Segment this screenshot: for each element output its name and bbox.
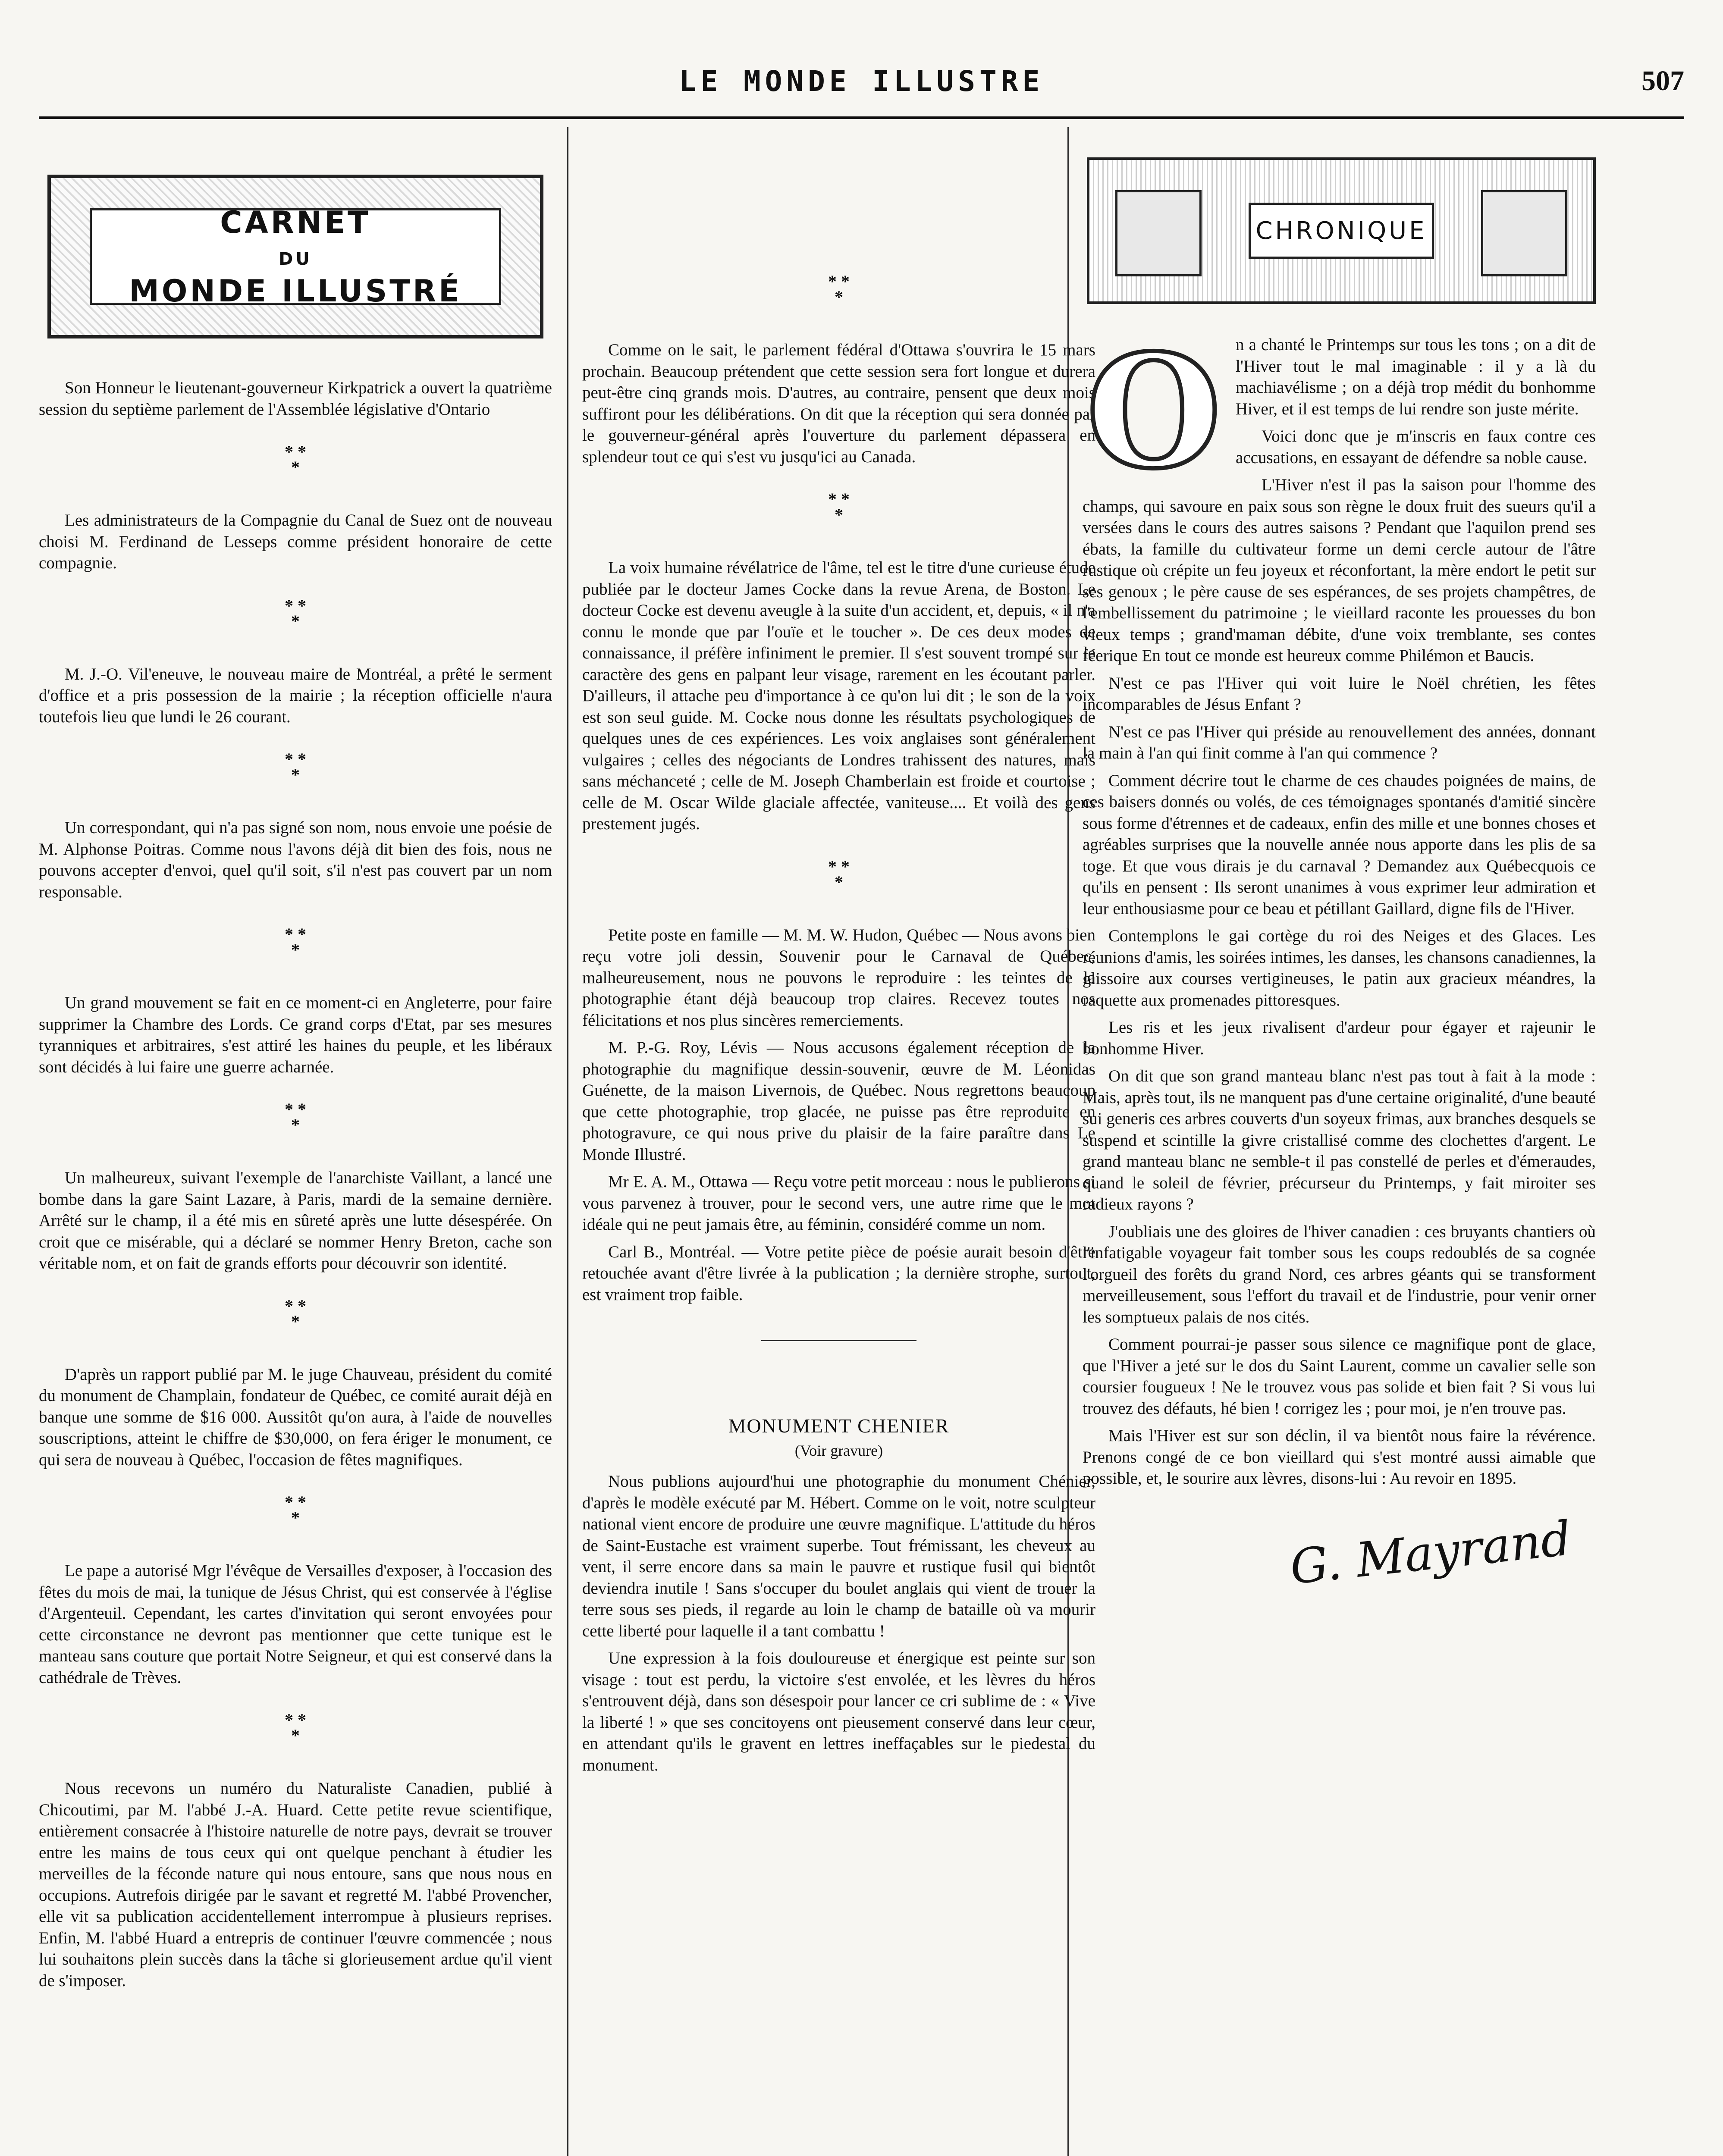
carnet-item: La voix humaine révélatrice de l'âme, tel est le titre d'une curieuse étude publiée par le docteur James Cocke dans la revue Arena, de Boston. Le docteur Cocke est devenu aveugle à la suite d'un accident, et, depuis, « il n'a connu le monde que par l'ouïe et le toucher ». De ces deux modes de connaissance, il préfère infiniment le premier. Il s'est souvent trompé sur le caractère des gens en palpant leur visage, rarement en les écoutant parler. D'ailleurs, il attache peu d'importance à ce qu'on lui dit ; le son de la voix est son seul guide. M. Cocke nous donne les résultats psychologiques de quelques unes de ces expériences. Les voix anglaises sont généralement vulgaires ; celles des négociants de Londres trahissent des natures, mais sans méchanceté ; celle de M. Joseph Chamberlain est froide et courtoise ; celle de M. Oscar Wilde glaciale affectée, vaniteuse.... Et voilà des gens prestement jugés.: [582, 558, 1095, 833]
chronique-paragraph: Comment décrire tout le charme de ces chaudes poignées de mains, de ces baisers donnés ou volés, de ces témoignages spontanés d'amitié sincère sous forme d'étrennes et de cadeaux, enfin des mille et une bonnes choses et agréables surprises que la nouvelle année nous apporte dans les plis de sa toge. Et que vous dirais je du carnaval ? Demandez aux Québecquois ce qu'ils en pensent : Ils seront unanimes à vous exprimer leur admiration et leur enthousiasme pour ce beau et pétillant Gaillard, digne fils de l'Hiver.: [1083, 771, 1596, 918]
asterism-separator: * * *: [828, 489, 850, 524]
section-rule: [761, 1340, 916, 1341]
drop-cap-letter: O: [1086, 320, 1221, 503]
petite-poste-item: Mr E. A. M., Ottawa — Reçu votre petit morceau : nous le publierons si vous parvenez à trouver, pour le second vers, une autre rime que le mot idéale qui ne peut jamais être, au féminin, considéré comme un nom.: [582, 1172, 1095, 1234]
page-header: [39, 65, 1684, 116]
carnet-banner-line: MONDE ILLUSTRÉ: [129, 273, 462, 309]
carnet-item: Nous recevons un numéro du Naturaliste Canadien, publié à Chicoutimi, par M. l'abbé J.-A. Huard. Cette petite revue scientifique, entièrement consacrée à l'histoire naturelle de notre pays, devrait se trouver entre les mains de tous ceux qui ont quelque penchant à étudier les merveilles de la féconde nature qui nous entoure, sans que nous nous en occupions. Autrefois dirigée par le savant et regretté M. l'abbé Provencher, elle vit sa publication accidentellement interrompue à plusieurs reprises. Enfin, M. l'abbé Huard a entrepris de continuer l'œuvre commencée ; nous lui souhaitons plein succès dans la tâche si glorieusement ardue qu'il vient de s'imposer.: [39, 1779, 552, 1990]
chronique-banner: [1087, 157, 1596, 304]
carnet-item: Un malheureux, suivant l'exemple de l'anarchiste Vaillant, a lancé une bombe dans la gare Saint Lazare, à Paris, mardi de la semaine dernière. Arrêté sur le champ, il a été mis en sûreté après une lutte désespérée. On croit que ce misérable, qui a déclaré se nommer Henry Breton, cache son véritable nom, et on fait de grands efforts pour découvrir son identité.: [39, 1169, 552, 1272]
carnet-banner-line: DU: [279, 249, 312, 269]
chronique-paragraph: Les ris et les jeux rivalisent d'ardeur pour égayer et rajeunir le bonhomme Hiver.: [1083, 1018, 1596, 1058]
chronique-paragraph: n a chanté le Printemps sur tous les tons ; on a dit de l'Hiver tout le mal imaginable : il y a là du machiavélisme ; on a déjà trop médit du bonhomme Hiver, et il est temps de lui rendre son juste mérite.: [1236, 335, 1596, 418]
carnet-banner: [47, 175, 543, 338]
asterism-separator: * * *: [285, 1492, 306, 1527]
asterism-separator: * * *: [285, 1100, 306, 1134]
chronique-paragraph: J'oubliais une des gloires de l'hiver canadien : ces bruyants chantiers où l'infatigable voyageur fait tomber sous les coups redoublés de sa cognée l'orgueil des forêts du grand Nord, ces arbres géants qui se transforment merveilleusement, sous l'effort du travail et de l'industrie, pour venir orner les somptueux palais de nos cités.: [1083, 1222, 1596, 1326]
carnet-item: Son Honneur le lieutenant-gouverneur Kirkpatrick a ouvert la quatrième session du septième parlement de l'Assemblée législative d'Ontario: [39, 379, 552, 419]
petite-poste-item: M. P.-G. Roy, Lévis — Nous accusons également réception de la photographie du magnifique dessin-souvenir, œuvre de M. Léonidas Guénette, de la maison Livernois, de Québec. Nous regrettons beaucoup que cette photographie, trop glacée, ne puisse pas être reproduite en photogravure, ce qui nous prive du plaisir de la faire paraître dans Le Monde Illustré.: [582, 1038, 1095, 1164]
asterism-separator: * * *: [285, 1710, 306, 1745]
page-number: 507: [1641, 65, 1684, 97]
carnet-item: Un grand mouvement se fait en ce moment-ci en Angleterre, pour faire supprimer la Chambre des Lords. Ce grand corps d'Etat, par ses mesures tyranniques et arbitraires, s'est attiré les haines du peuple, et les libéraux sont décidés à lui faire une guerre acharnée.: [39, 993, 552, 1076]
column-1: [39, 127, 552, 1997]
ornament-icon: [1481, 190, 1567, 276]
chronique-paragraph: Comment pourrai-je passer sous silence ce magnifique pont de glace, que l'Hiver a jeté sur le dos du Saint Laurent, comme un cavalier selle son coursier fougueux ! Ne le trouvez vous pas solide et bien fait ? Si vous lui trouvez des défauts, hé bien ! corrigez les ; pour moi, je n'en trouve pas.: [1083, 1335, 1596, 1418]
carnet-item: Les administrateurs de la Compagnie du Canal de Suez ont de nouveau choisi M. Ferdinand de Lesseps comme président honoraire de cette compagnie.: [39, 511, 552, 572]
chronique-paragraph: N'est ce pas l'Hiver qui voit luire le Noël chrétien, les fêtes incomparables de Jésus Enfant ?: [1083, 674, 1596, 714]
chronique-banner-label: CHRONIQUE: [1249, 203, 1434, 259]
asterism-separator: * * *: [285, 924, 306, 959]
ornament-icon: [1115, 190, 1202, 276]
monument-paragraph: Une expression à la fois douloureuse et énergique est peinte sur son visage : tout est perdu, la victoire s'est envolée, et les lèvres du héros s'entrouvent déjà, dans son désespoir pour lancer ce cri sublime de : « Vive la liberté ! » que ses concitoyens ont pieusement conservé dans leur cœur, en attendant qu'ils le gravent en lettres ineffaçables sur le piedestal du monument.: [582, 1649, 1095, 1774]
asterism-separator: * * *: [285, 595, 306, 631]
petite-poste-item: Petite poste en famille — M. M. W. Hudon, Québec — Nous avons bien reçu votre joli dessin, Souvenir pour le Carnaval de Québec, malheureusement, nous ne pouvons le reproduire : les teintes de la photographie étant déjà beaucoup trop claires. Recevez toutes nos félicitations et nos plus sincères remerciements.: [582, 925, 1095, 1030]
column-2: [582, 127, 1095, 1782]
carnet-item: Un correspondant, qui n'a pas signé son nom, nous envoie une poésie de M. Alphonse Poitras. Comme nous l'avons déjà dit bien des fois, nous ne pouvons accepter d'envoi, quel qu'il soit, s'il n'est pas couvert par un nom responsable.: [39, 818, 552, 901]
petite-poste-item: Carl B., Montréal. — Votre petite pièce de poésie aurait besoin d'être retouchée avant d'être livrée à la publication ; la dernière strophe, surtout, est vraiment trop faible.: [582, 1242, 1095, 1304]
monument-title: MONUMENT CHENIER: [728, 1415, 950, 1437]
author-signature: G. Mayrand: [1287, 1510, 1574, 1595]
column-3: [1083, 127, 1596, 1595]
asterism-separator: * * *: [828, 856, 850, 892]
monument-paragraph: Nous publions aujourd'hui une photographie du monument Chénier, d'après le modèle exécuté par M. Hébert. Comme on le voit, notre sculpteur national vient encore de produire une œuvre magnifique. L'attitude du héros de Saint-Eustache est vraiment superbe. Tout frémissant, les cheveux au vent, il serre encore dans sa main le pauvre et rustique fusil qui bientôt deviendra inutile ! Sans s'occuper du boulet anglais qui vient de trouer la terre sous ses pieds, il regarde au loin le champ de bataille où va mourir cette liberté pour laquelle il a tant combattu !: [582, 1472, 1095, 1640]
chronique-paragraph: On dit que son grand manteau blanc n'est pas tout à fait à la mode : Mais, après tout, ils ne manquent pas d'une certaine originalité, d'une beauté sui generis ces arbres couverts d'un soyeux frimas, aux branches desquels se suspend et scintille la givre cristallisé comme des clochettes d'argent. Le grand manteau blanc ne semble-t il pas constellé de perles et d'émeraudes, quand le soleil de février, précurseur du Printemps, y fait miroiter ses radieux rayons ?: [1083, 1067, 1596, 1213]
masthead-title: LE MONDE ILLUSTRE: [679, 65, 1044, 98]
header-rule: [39, 116, 1684, 119]
column-divider: [567, 127, 568, 2156]
asterism-separator: * * *: [285, 749, 306, 784]
carnet-item: M. J.-O. Vil'eneuve, le nouveau maire de Montréal, a prêté le serment d'office et a pris possession de la mairie ; la réception officielle n'aura toutefois lieu que lundi le 26 courant.: [39, 664, 552, 726]
monument-subtitle: (Voir gravure): [794, 1442, 883, 1459]
carnet-banner-frame: [90, 204, 501, 309]
carnet-banner-line: CARNET: [220, 204, 371, 240]
carnet-item: D'après un rapport publié par M. le juge Chauveau, président du comité du monument de Champlain, fondateur de Québec, ce comité aurait déjà en banque une somme de $16 000. Aussitôt qu'on aura, à l'aide de nouvelles souscriptions, atteint le chiffre de $30,000, on fera ériger le monument, ce qui sera de nouveau à Québec, l'occasion de fêtes magnifiques.: [39, 1365, 552, 1469]
drop-cap: [1083, 320, 1225, 503]
chronique-paragraph: N'est ce pas l'Hiver qui préside au renouvellement des années, donnant la main à l'an qui finit comme à l'an qui commence ?: [1083, 722, 1596, 762]
carnet-banner-title: [129, 204, 462, 309]
asterism-separator: * * *: [285, 442, 306, 477]
carnet-item: Comme on le sait, le parlement fédéral d'Ottawa s'ouvrira le 15 mars prochain. Beaucoup prétendent que cette session sera fort longue et durera peut-être cinq grands mois. D'autres, au contraire, pensent que deux mois suffiront pour les délibérations. On dit que la réception qui sera donnée par le gouverneur-général après l'ouverture du parlement dépassera en splendeur tout ce qui s'est vu jusqu'ici au Canada.: [582, 341, 1095, 466]
carnet-item: Le pape a autorisé Mgr l'évêque de Versailles d'exposer, à l'occasion des fêtes du mois de mai, la tunique de Jésus Christ, qui est conservée à l'église d'Argenteuil. Cependant, les cartes d'invitation qui seront envoyées pour cette circonstance ne devront pas mentionner que cette tunique est le manteau sans couture que portait Notre Seigneur, et qui est conservé dans la cathédrale de Trèves.: [39, 1561, 552, 1687]
asterism-separator: * * *: [285, 1296, 306, 1331]
chronique-paragraph: L'Hiver n'est il pas la saison pour l'homme des champs, qui savoure en paix sous son règne le doux fruit des sueurs qu'il a versées dans le cours des autres saisons ? Pendant que l'aquilon prend ses ébats, la famille du cultivateur forme un demi cercle autour de l'âtre rustique où crépite un feu joyeux et réconfortant, la mère endort le petit sur ses genoux ; le père cause de ses espérances, de ses projets champêtres, de l'embellissement du patrimoine ; le vieillard raconte les prouesses du bon vieux temps ; grand'maman débite, d'une voix tremblante, ses contes féerique En tout ce monde est heureux comme Philémon et Baucis.: [1083, 476, 1596, 665]
asterism-separator: * * *: [828, 272, 850, 307]
chronique-paragraph: Voici donc que je m'inscris en faux contre ces accusations, en essayant de défendre sa noble cause.: [1236, 427, 1596, 467]
chronique-paragraph: Contemplons le gai cortège du roi des Neiges et des Glaces. Les réunions d'amis, les soirées intimes, les danses, les chansons canadiennes, la glissoire aux courses vertigineuses, le patin aux gracieux méandres, la raquette aux promenades pittoresques.: [1083, 927, 1596, 1009]
chronique-paragraph: Mais l'Hiver est sur son déclin, il va bientôt nous faire la révérence. Prenons congé de ce bon vieillard qui s'est montré aussi aimable que possible, et, le sourire aux lèvres, disons-lui : Au revoir en 1895.: [1083, 1426, 1596, 1488]
